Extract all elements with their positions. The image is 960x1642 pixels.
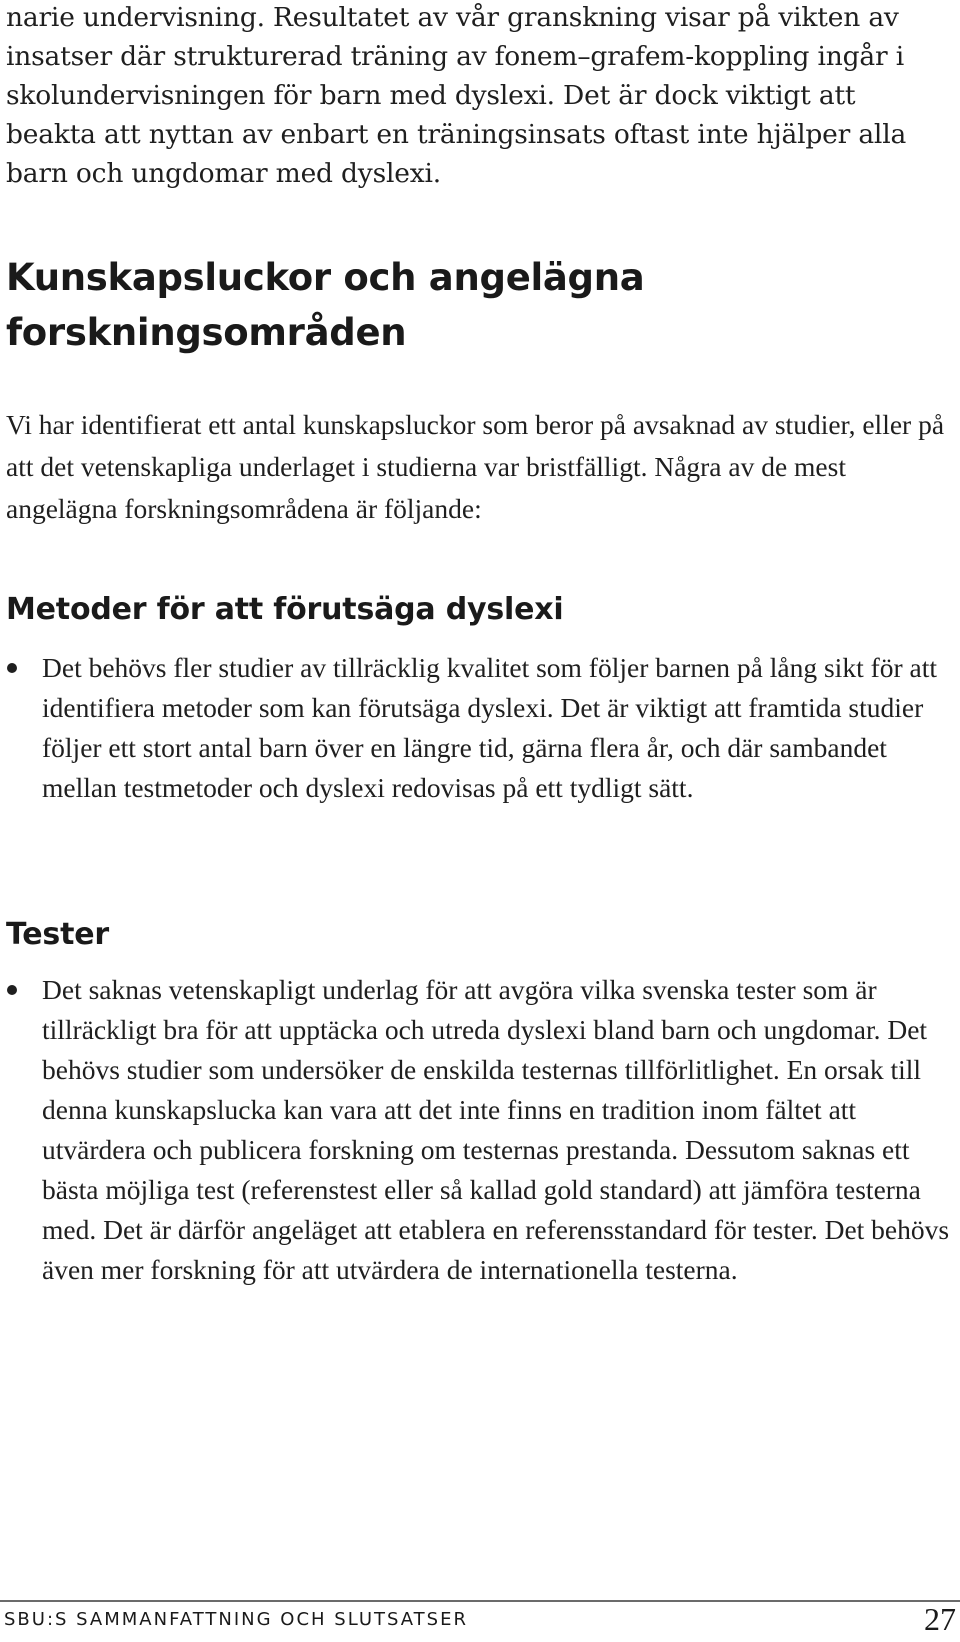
footer-running-title: SBU:S SAMMANFATTNING OCH SLUTSATSER (4, 1609, 468, 1630)
bullet-icon (7, 985, 17, 995)
subsection-heading-methods: Metoder för att förutsäga dyslexi (6, 592, 564, 627)
list-item-text: Det saknas vetenskapligt underlag för att avgöra vilka svenska tester som är tillräckligt bra för att upptäcka och utreda dyslexi bland barn och ungdomar. Det behövs studier som undersöker de enskilda testernas tillförlitlighet. En orsak till denna kunskapslucka kan vara att det inte finns en tradition inom fältet att utvärdera och publicera forskning om testernas prestanda. Dessutom saknas ett bästa möjliga test (referenstest eller så kallad gold standard) att jämföra testerna med. Det är därför angeläget att etablera en referensstandard för tester. Det behövs även mer forskning för att utvärdera de internationella testerna. (42, 974, 950, 1285)
list-item-text: Det behövs fler studier av tillräcklig kvalitet som följer barnen på lång sikt för att identifiera metoder som kan förutsäga dyslexi. Det är viktigt att framtida studier följer ett stort antal barn över en längre tid, gärna flera år, och där sambandet mellan testmetoder och dyslexi redovisas på ett tydligt sätt. (42, 652, 938, 803)
list-item (6, 648, 951, 808)
bullet-list-tests (6, 970, 951, 1290)
section-heading: Kunskapsluckor och angelägna forskningsområden (6, 256, 645, 354)
intro-paragraph: narie undervisning. Resultatet av vår granskning visar på vikten av insatser där strukturerad träning av fonem–grafem-koppling ingår i skolundervisningen för barn med dyslexi. Det är dock viktigt att beakta att nyttan av enbart en träningsinsats oftast inte hjälper alla barn och ungdomar med dyslexi. (6, 2, 907, 189)
list-item (6, 970, 951, 1290)
bullet-icon (7, 663, 17, 673)
bullet-list-methods (6, 648, 951, 808)
footer-divider (0, 1600, 960, 1602)
subsection-heading-tests: Tester (6, 917, 109, 952)
page-number: 27 (924, 1601, 956, 1637)
section-lead-paragraph: Vi har identifierat ett antal kunskapsluckor som beror på avsaknad av studier, eller på att det vetenskapliga underlaget i studierna var bristfälligt. Några av de mest angelägna forskningsområdena är följande: (6, 409, 945, 524)
